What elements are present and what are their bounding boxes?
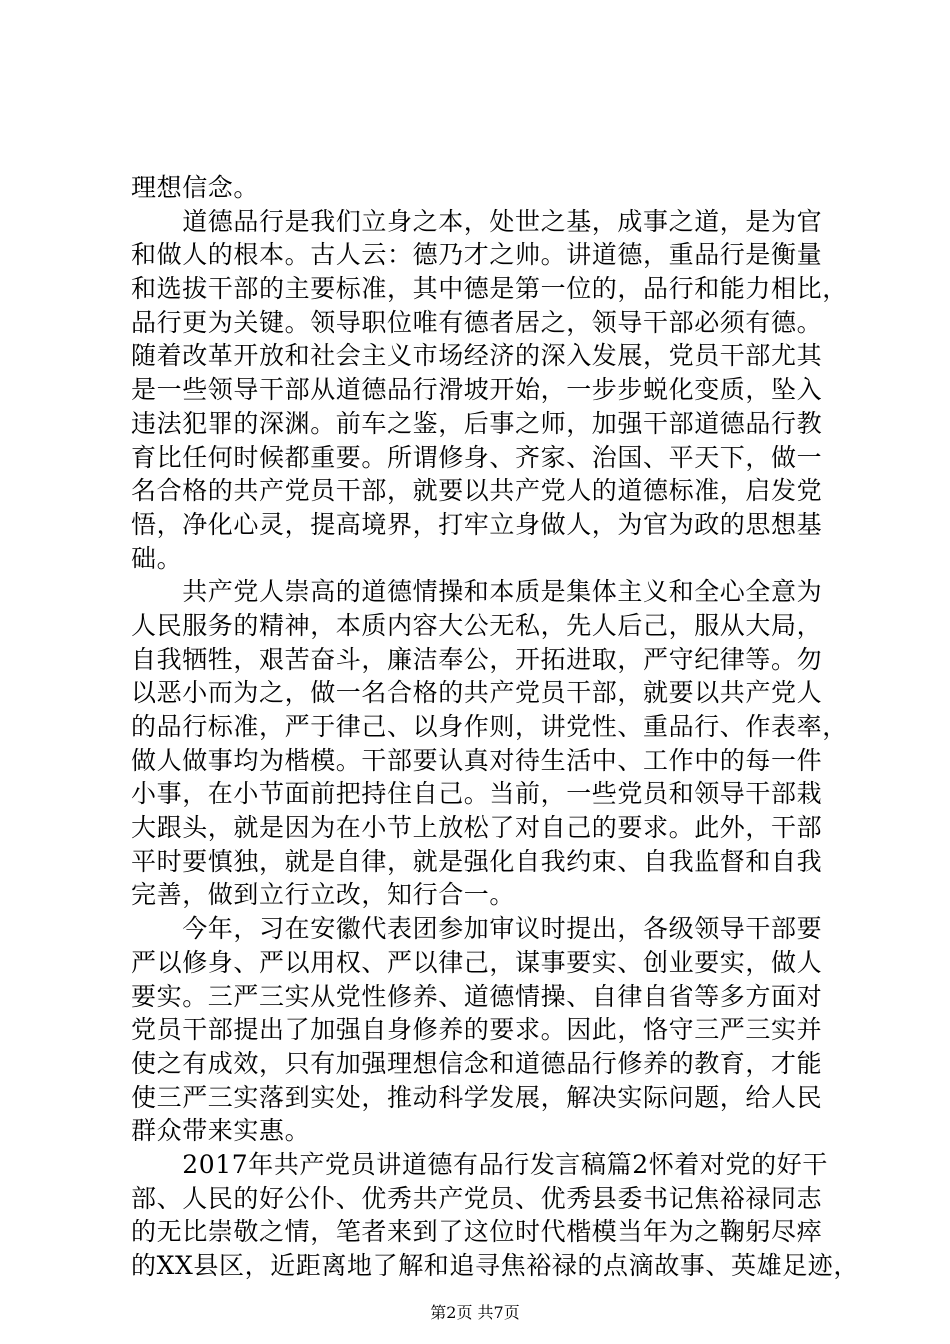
text-line: 使之有成效，只有加强理想信念和道德品行修养的教育，才能 xyxy=(131,1048,823,1078)
text-line: 做人做事均为楷模。干部要认真对待生活中、工作中的每一件 xyxy=(131,745,823,775)
page-footer xyxy=(0,1303,950,1323)
body-text xyxy=(131,171,859,1283)
text-line: 完善，做到立行立改，知行合一。 xyxy=(131,880,516,910)
text-line: 道德品行是我们立身之本，处世之基，成事之道，是为官 xyxy=(131,206,823,236)
text-line: 违法犯罪的深渊。前车之鉴，后事之师，加强干部道德品行教 xyxy=(131,408,823,438)
text-line: 大跟头，就是因为在小节上放松了对自己的要求。此外，干部 xyxy=(131,813,823,843)
text-line: 群众带来实惠。 xyxy=(131,1116,311,1146)
text-line: 以恶小而为之，做一名合格的共产党员干部，就要以共产党人 xyxy=(131,678,823,708)
text-line: 党员干部提出了加强自身修养的要求。因此，恪守三严三实并 xyxy=(131,1015,823,1045)
text-line: 人民服务的精神，本质内容大公无私，先人后己，服从大局， xyxy=(131,610,823,640)
text-line: 品行更为关键。领导职位唯有德者居之，领导干部必须有德。 xyxy=(131,307,823,337)
text-line: 随着改革开放和社会主义市场经济的深入发展，党员干部尤其 xyxy=(131,341,823,371)
page-number: 第2页 共7页 xyxy=(430,1303,520,1322)
text-line: 悟，净化心灵，提高境界，打牢立身做人，为官为政的思想基 xyxy=(131,509,823,539)
text-line: 是一些领导干部从道德品行滑坡开始，一步步蜕化变质，坠入 xyxy=(131,375,823,405)
text-line: 的无比崇敬之情，笔者来到了这位时代楷模当年为之鞠躬尽瘁 xyxy=(131,1217,823,1247)
text-line: 要实。三严三实从党性修养、道德情操、自律自省等多方面对 xyxy=(131,981,823,1011)
text-line: 名合格的共产党员干部，就要以共产党人的道德标准，启发党 xyxy=(131,476,823,506)
text-line: 严以修身、严以用权、严以律己，谋事要实、创业要实，做人 xyxy=(131,947,823,977)
text-line: 和选拔干部的主要标准，其中德是第一位的，品行和能力相比， xyxy=(131,274,848,304)
text-line: 育比任何时候都重要。所谓修身、齐家、治国、平天下，做一 xyxy=(131,442,823,472)
text-line: 平时要慎独，就是自律，就是强化自我约束、自我监督和自我 xyxy=(131,846,823,876)
text-line: 2017年共产党员讲道德有品行发言稿篇2怀着对党的好干 xyxy=(131,1149,828,1179)
text-line: 今年，习在安徽代表团参加审议时提出，各级领导干部要 xyxy=(131,914,823,944)
text-line: 小事，在小节面前把持住自己。当前，一些党员和领导干部栽 xyxy=(131,779,823,809)
text-line: 的品行标准，严于律己、以身作则，讲党性、重品行、作表率， xyxy=(131,712,848,741)
text-line: 础。 xyxy=(131,543,183,573)
text-line: 理想信念。 xyxy=(131,173,260,202)
text-line: 使三严三实落到实处，推动科学发展，解决实际问题，给人民 xyxy=(131,1082,823,1112)
text-line: 和做人的根本。古人云：德乃才之帅。讲道德，重品行是衡量 xyxy=(131,240,823,270)
text-line: 共产党人崇高的道德情操和本质是集体主义和全心全意为 xyxy=(131,577,823,607)
text-line: 部、人民的好公仆、优秀共产党员、优秀县委书记焦裕禄同志 xyxy=(131,1183,823,1213)
text-line: 自我牺牲，艰苦奋斗，廉洁奉公，开拓进取，严守纪律等。勿 xyxy=(131,644,823,674)
text-line: 的XX县区，近距离地了解和追寻焦裕禄的点滴故事、英雄足迹， xyxy=(131,1251,859,1280)
